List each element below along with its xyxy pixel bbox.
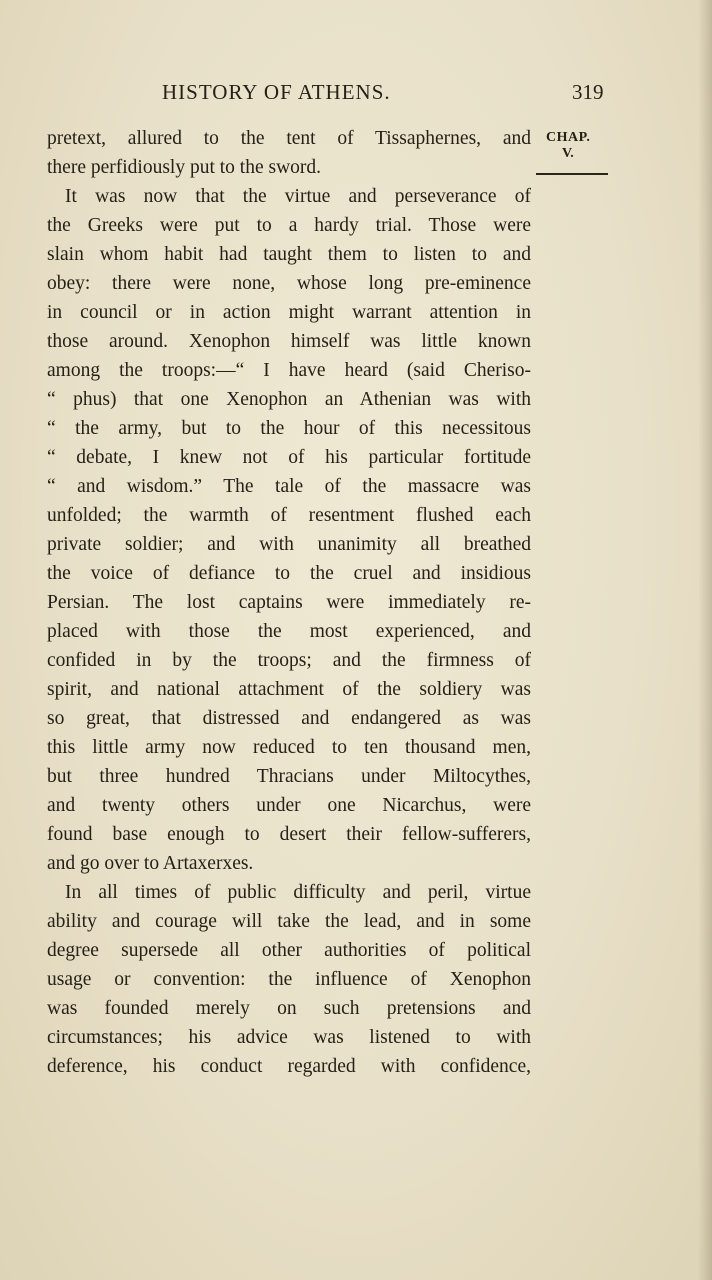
text-line: confided in by the troops; and the firmness of bbox=[47, 650, 531, 671]
text-line: in council or in action might warrant attention in bbox=[47, 302, 531, 323]
text-line: there perfidiously put to the sword. bbox=[47, 157, 322, 178]
paragraph-start-line: It was now that the virtue and perseverance of bbox=[65, 186, 531, 207]
text-line: spirit, and national attachment of the soldiery was bbox=[47, 679, 531, 700]
page-edge-shadow bbox=[698, 0, 712, 1280]
text-line: deference, his conduct regarded with confidence, bbox=[47, 1056, 531, 1077]
text-line: slain whom habit had taught them to listen to and bbox=[47, 244, 531, 265]
text-line: among the troops:—“ I have heard (said Cheriso- bbox=[47, 360, 531, 381]
text-line: and twenty others under one Nicarchus, were bbox=[47, 795, 531, 816]
text-line: placed with those the most experienced, and bbox=[47, 621, 531, 642]
text-line: circumstances; his advice was listened to with bbox=[47, 1027, 531, 1048]
text-line: ability and courage will take the lead, and in some bbox=[47, 911, 531, 932]
text-line: so great, that distressed and endangered as was bbox=[47, 708, 531, 729]
text-line: those around. Xenophon himself was little known bbox=[47, 331, 531, 352]
text-line: found base enough to desert their fellow-sufferers, bbox=[47, 824, 531, 845]
running-head: HISTORY OF ATHENS. bbox=[162, 80, 391, 104]
text-line: this little army now reduced to ten thousand men, bbox=[47, 737, 531, 758]
text-line: “ phus) that one Xenophon an Athenian was with bbox=[47, 389, 531, 410]
page-number: 319 bbox=[572, 80, 604, 104]
paragraph-start-line: In all times of public difficulty and peril, virtue bbox=[65, 882, 531, 903]
text-line: and go over to Artaxerxes. bbox=[47, 853, 254, 874]
text-line: the Greeks were put to a hardy trial. Those were bbox=[47, 215, 531, 236]
text-line: “ and wisdom.” The tale of the massacre was bbox=[47, 476, 531, 497]
chapter-margin-number: V. bbox=[562, 146, 574, 161]
chapter-margin-rule bbox=[536, 173, 608, 175]
text-line: the voice of defiance to the cruel and insidious bbox=[47, 563, 531, 584]
chapter-margin-label: CHAP. bbox=[546, 130, 591, 145]
text-line: was founded merely on such pretensions and bbox=[47, 998, 531, 1019]
text-line: “ debate, I knew not of his particular fortitude bbox=[47, 447, 531, 468]
text-line: private soldier; and with unanimity all breathed bbox=[47, 534, 531, 555]
text-line: Persian. The lost captains were immediately re- bbox=[47, 592, 531, 613]
text-line: but three hundred Thracians under Miltocythes, bbox=[47, 766, 531, 787]
text-line: obey: there were none, whose long pre-eminence bbox=[47, 273, 531, 294]
text-line: “ the army, but to the hour of this necessitous bbox=[47, 418, 531, 439]
text-line: degree supersede all other authorities of political bbox=[47, 940, 531, 961]
text-line: usage or convention: the influence of Xenophon bbox=[47, 969, 531, 990]
text-line: pretext, allured to the tent of Tissaphernes, and bbox=[47, 128, 531, 149]
text-line: unfolded; the warmth of resentment flushed each bbox=[47, 505, 531, 526]
